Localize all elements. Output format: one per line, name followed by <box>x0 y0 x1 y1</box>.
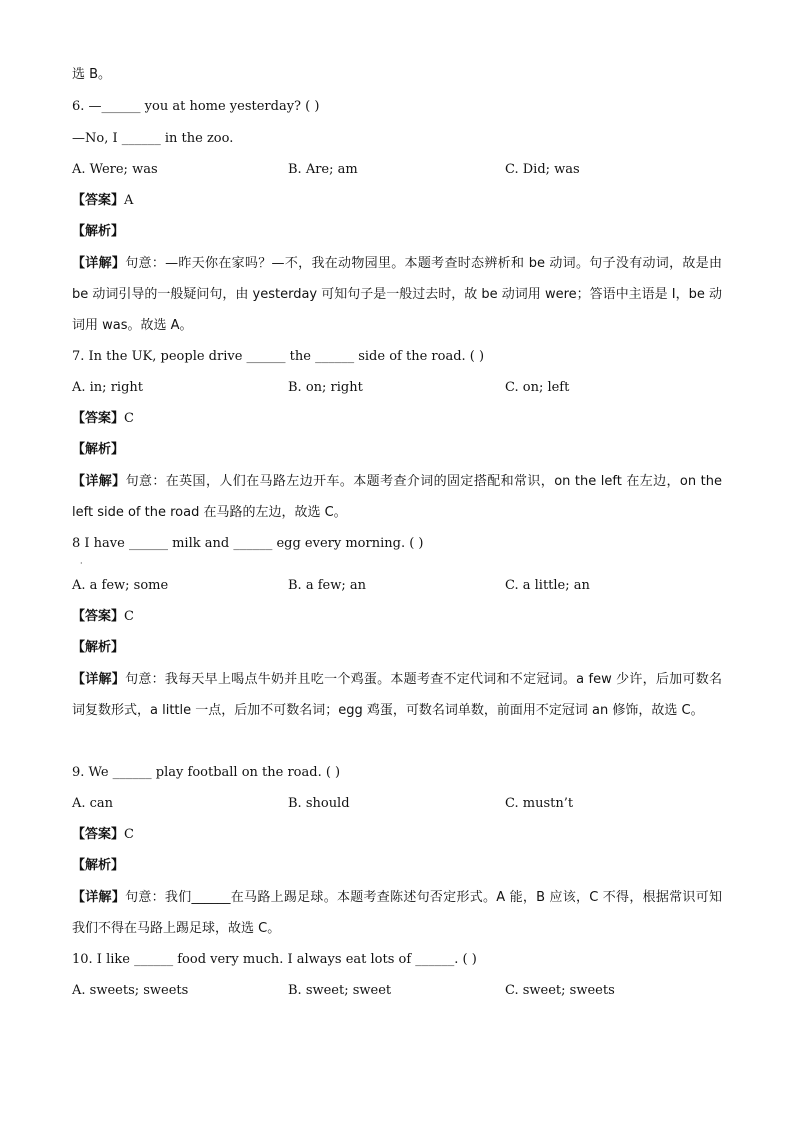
detail-tag: 【详解】 <box>72 890 126 905</box>
q7-option-a: A. in; right <box>72 380 143 395</box>
answer-value: C <box>124 609 134 624</box>
q7-analysis-tag: 【解析】 <box>72 442 125 457</box>
q7-option-b: B. on; right <box>288 380 363 395</box>
q9-answer <box>72 826 722 844</box>
q7-answer <box>72 410 722 428</box>
answer-tag: 【答案】 <box>72 193 125 208</box>
q6-answer <box>72 192 722 210</box>
q6-stem-line2: —No, I ______ in the zoo. <box>72 131 234 146</box>
q7-detail <box>72 466 722 528</box>
detail-text: 句意：我每天早上喝点牛奶并且吃一个鸡蛋。本题考查不定代词和不定冠词。a few 少许，后加可数名词复数形式，a little 一点，后加不可数名词；egg 鸡蛋，可数名词单数，前面用不定冠词 an 修饰，故选 C。 <box>72 672 722 718</box>
q6-stem-line1: 6. —______ you at home yesterday? ( ) <box>72 99 320 114</box>
q8-stem: 8 I have ______ milk and ______ egg every morning. ( ) <box>72 536 424 551</box>
previous-answer-tail: 选 B。 <box>72 67 112 82</box>
q7-stem: 7. In the UK, people drive ______ the ______ side of the road. ( ) <box>72 349 485 364</box>
q6-option-c: C. Did; was <box>505 162 580 177</box>
stray-dot: · <box>80 559 83 568</box>
answer-value: C <box>124 827 134 842</box>
q6-analysis-tag: 【解析】 <box>72 224 125 239</box>
detail-text: 句意：在英国，人们在马路左边开车。本题考查介词的固定搭配和常识，on the left 在左边，on the left side of the road 在马路的左边，故选 C。 <box>72 474 722 520</box>
q6-option-a: A. Were; was <box>72 162 158 177</box>
detail-tag: 【详解】 <box>72 672 126 687</box>
q10-option-a: A. sweets; sweets <box>72 983 189 998</box>
q9-detail <box>72 882 722 944</box>
q10-stem: 10. I like ______ food very much. I always eat lots of ______. ( ) <box>72 952 477 967</box>
q9-option-b: B. should <box>288 796 350 811</box>
q6-option-b: B. Are; am <box>288 162 358 177</box>
q8-option-a: A. a few; some <box>72 578 169 593</box>
detail-tag: 【详解】 <box>72 474 126 489</box>
q8-option-b: B. a few; an <box>288 578 366 593</box>
q10-option-c: C. sweet; sweets <box>505 983 615 998</box>
q8-answer <box>72 608 722 626</box>
detail-text: 句意：—昨天你在家吗？—不，我在动物园里。本题考查时态辨析和 be 动词。句子没有动词，故是由 be 动词引导的一般疑问句，由 yesterday 可知句子是一般过去时，故 be 动词用 were；答语中主语是 I，be 动词用 was。故选 A。 <box>72 256 722 333</box>
q6-detail <box>72 248 722 341</box>
q9-analysis-tag: 【解析】 <box>72 858 125 873</box>
q9-option-c: C. mustn’t <box>505 796 574 811</box>
answer-tag: 【答案】 <box>72 411 125 426</box>
answer-value: C <box>124 411 134 426</box>
q9-option-a: A. can <box>72 796 114 811</box>
detail-tag: 【详解】 <box>72 256 126 271</box>
answer-tag: 【答案】 <box>72 827 125 842</box>
answer-tag: 【答案】 <box>72 609 125 624</box>
q7-option-c: C. on; left <box>505 380 570 395</box>
q8-analysis-tag: 【解析】 <box>72 640 125 655</box>
answer-value: A <box>124 193 134 208</box>
detail-text: 句意：我们______在马路上踢足球。本题考查陈述句否定形式。A 能，B 应该，C 不得，根据常识可知我们不得在马路上踢足球，故选 C。 <box>72 890 722 936</box>
q10-option-b: B. sweet; sweet <box>288 983 392 998</box>
q8-detail <box>72 664 722 726</box>
q9-stem: 9. We ______ play football on the road. ( ) <box>72 765 341 780</box>
q8-option-c: C. a little; an <box>505 578 590 593</box>
